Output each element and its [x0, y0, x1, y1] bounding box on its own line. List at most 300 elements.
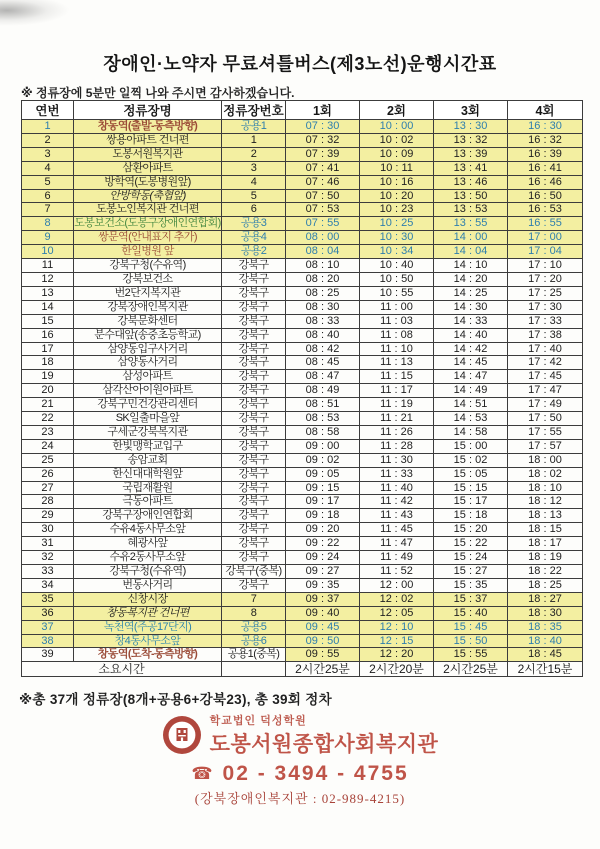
time-cell: 18 : 27: [508, 592, 583, 606]
stop-name-cell: 삼환아파트: [74, 161, 222, 175]
stop-name-cell: 쌍용아파트 건너편: [74, 133, 222, 147]
time-cell: 18 : 02: [508, 467, 583, 481]
time-cell: 10 : 02: [360, 133, 434, 147]
time-cell: 15 : 00: [434, 439, 508, 453]
header-row: [22, 101, 583, 120]
table-row: [22, 120, 583, 134]
stop-number-cell: 공용3: [222, 217, 286, 231]
row-number-cell: 38: [22, 634, 74, 648]
stop-number-cell: 강북구: [222, 286, 286, 300]
time-cell: 11 : 10: [360, 342, 434, 356]
stop-name-cell: 삼양동입구사거리: [74, 342, 222, 356]
table-row: [22, 272, 583, 286]
stop-number-cell: 강북구: [222, 467, 286, 481]
row-number-cell: 20: [22, 384, 74, 398]
table-row: [22, 592, 583, 606]
stop-number-cell: 강북구: [222, 537, 286, 551]
time-cell: 07 : 39: [286, 147, 360, 161]
time-cell: 15 : 40: [434, 606, 508, 620]
table-row: [22, 551, 583, 565]
row-number-cell: 11: [22, 259, 74, 273]
time-cell: 14 : 42: [434, 342, 508, 356]
time-cell: 17 : 49: [508, 398, 583, 412]
time-cell: 09 : 20: [286, 523, 360, 537]
stop-name-cell: 강북장애인복지관: [74, 300, 222, 314]
time-cell: 14 : 33: [434, 314, 508, 328]
time-cell: 15 : 05: [434, 467, 508, 481]
time-cell: 12 : 20: [360, 648, 434, 662]
time-cell: 17 : 10: [508, 259, 583, 273]
time-cell: 16 : 30: [508, 120, 583, 134]
row-number-cell: 30: [22, 523, 74, 537]
time-cell: 11 : 13: [360, 356, 434, 370]
time-cell: 17 : 55: [508, 425, 583, 439]
time-cell: 11 : 40: [360, 481, 434, 495]
time-cell: 10 : 16: [360, 175, 434, 189]
time-cell: 11 : 52: [360, 565, 434, 579]
row-number-cell: 18: [22, 356, 74, 370]
time-cell: 18 : 35: [508, 620, 583, 634]
time-cell: 13 : 50: [434, 189, 508, 203]
time-cell: 10 : 23: [360, 203, 434, 217]
time-cell: 10 : 55: [360, 286, 434, 300]
row-number-cell: 14: [22, 300, 74, 314]
time-cell: 07 : 32: [286, 133, 360, 147]
row-number-cell: 9: [22, 231, 74, 245]
time-cell: 17 : 42: [508, 356, 583, 370]
table-row: [22, 398, 583, 412]
stop-name-cell: 수유2동사무소앞: [74, 551, 222, 565]
stop-number-cell: 강북구: [222, 272, 286, 286]
stop-number-cell: 강북구: [222, 259, 286, 273]
time-cell: 09 : 02: [286, 453, 360, 467]
time-cell: 15 : 20: [434, 523, 508, 537]
time-cell: 11 : 26: [360, 425, 434, 439]
column-header: 연번: [22, 101, 74, 120]
row-number-cell: 33: [22, 565, 74, 579]
time-cell: 13 : 39: [434, 147, 508, 161]
column-header: 1회: [286, 101, 360, 120]
duration-row: [22, 662, 583, 677]
time-cell: 11 : 30: [360, 453, 434, 467]
time-cell: 18 : 40: [508, 634, 583, 648]
time-cell: 14 : 49: [434, 384, 508, 398]
time-cell: 09 : 35: [286, 578, 360, 592]
time-cell: 15 : 35: [434, 578, 508, 592]
stop-number-cell: 공용1(중복): [222, 648, 286, 662]
table-row: [22, 425, 583, 439]
time-cell: 13 : 55: [434, 217, 508, 231]
time-cell: 15 : 15: [434, 481, 508, 495]
table-row: [22, 412, 583, 426]
time-cell: 09 : 45: [286, 620, 360, 634]
table-row: [22, 314, 583, 328]
stop-number-cell: 강북구: [222, 481, 286, 495]
time-cell: 07 : 50: [286, 189, 360, 203]
secondary-phone: (강북장애인복지관 : 02-989-4215): [194, 791, 406, 806]
page-title: 장애인·노약자 무료셔틀버스(제3노선)운행시간표: [103, 54, 497, 74]
stop-name-cell: 번2단지복지관: [74, 286, 222, 300]
shuttle-timetable: [21, 100, 583, 677]
time-cell: 09 : 50: [286, 634, 360, 648]
table-row: [22, 328, 583, 342]
time-cell: 17 : 00: [508, 231, 583, 245]
time-cell: 08 : 42: [286, 342, 360, 356]
time-cell: 14 : 20: [434, 272, 508, 286]
stop-count-summary: ※총 37개 정류장(8개+공용6+강북23), 총 39회 정차: [19, 692, 332, 707]
time-cell: 12 : 02: [360, 592, 434, 606]
stop-name-cell: 방학역(도봉병원앞): [74, 175, 222, 189]
table-row: [22, 439, 583, 453]
time-cell: 11 : 42: [360, 495, 434, 509]
stop-name-cell: 번동사거리: [74, 578, 222, 592]
table-row: [22, 370, 583, 384]
time-cell: 17 : 50: [508, 412, 583, 426]
time-cell: 11 : 08: [360, 328, 434, 342]
early-arrival-note: ※ 정류장에 5분만 일찍 나와 주시면 감사하겠습니다.: [21, 86, 295, 100]
time-cell: 17 : 45: [508, 370, 583, 384]
time-cell: 16 : 32: [508, 133, 583, 147]
stop-name-cell: 구세군강북복지관: [74, 425, 222, 439]
timetable-header: [22, 101, 583, 120]
column-header: 4회: [508, 101, 583, 120]
timetable-footer: [22, 662, 583, 677]
time-cell: 07 : 41: [286, 161, 360, 175]
table-row: [22, 481, 583, 495]
row-number-cell: 36: [22, 606, 74, 620]
table-row: [22, 259, 583, 273]
duration-empty-cell: [222, 662, 286, 677]
row-number-cell: 39: [22, 648, 74, 662]
row-number-cell: 29: [22, 509, 74, 523]
table-row: [22, 578, 583, 592]
time-cell: 15 : 02: [434, 453, 508, 467]
stop-number-cell: 강북구: [222, 425, 286, 439]
row-number-cell: 34: [22, 578, 74, 592]
stop-name-cell: 국립재활원: [74, 481, 222, 495]
time-cell: 15 : 17: [434, 495, 508, 509]
column-header: 정류장명: [74, 101, 222, 120]
table-row: [22, 648, 583, 662]
stop-number-cell: 공용2: [222, 245, 286, 259]
time-cell: 18 : 12: [508, 495, 583, 509]
time-cell: 08 : 04: [286, 245, 360, 259]
stop-number-cell: 강북구: [222, 495, 286, 509]
time-cell: 11 : 15: [360, 370, 434, 384]
time-cell: 17 : 20: [508, 272, 583, 286]
organization-block: [0, 712, 600, 807]
table-row: [22, 537, 583, 551]
stop-number-cell: 5: [222, 189, 286, 203]
time-cell: 13 : 46: [434, 175, 508, 189]
row-number-cell: 13: [22, 286, 74, 300]
row-number-cell: 2: [22, 133, 74, 147]
time-cell: 09 : 05: [286, 467, 360, 481]
table-row: [22, 495, 583, 509]
time-cell: 18 : 13: [508, 509, 583, 523]
time-cell: 09 : 15: [286, 481, 360, 495]
stop-name-cell: 강북문화센터: [74, 314, 222, 328]
table-row: [22, 634, 583, 648]
stop-name-cell: 도봉노인복지관 건너편: [74, 203, 222, 217]
time-cell: 07 : 30: [286, 120, 360, 134]
time-cell: 08 : 20: [286, 272, 360, 286]
duration-value-cell: 2시간25분: [434, 662, 508, 677]
time-cell: 10 : 40: [360, 259, 434, 273]
time-cell: 09 : 17: [286, 495, 360, 509]
stop-name-cell: 삼성아파트: [74, 370, 222, 384]
table-row: [22, 356, 583, 370]
row-number-cell: 23: [22, 425, 74, 439]
time-cell: 09 : 40: [286, 606, 360, 620]
time-cell: 11 : 47: [360, 537, 434, 551]
stop-number-cell: 공용4: [222, 231, 286, 245]
time-cell: 10 : 30: [360, 231, 434, 245]
table-row: [22, 286, 583, 300]
time-cell: 09 : 18: [286, 509, 360, 523]
time-cell: 10 : 34: [360, 245, 434, 259]
row-number-cell: 6: [22, 189, 74, 203]
duration-value-cell: 2시간25분: [286, 662, 360, 677]
table-row: [22, 189, 583, 203]
stop-name-cell: 강북보건소: [74, 272, 222, 286]
time-cell: 08 : 33: [286, 314, 360, 328]
time-cell: 13 : 53: [434, 203, 508, 217]
table-row: [22, 384, 583, 398]
time-cell: 11 : 17: [360, 384, 434, 398]
table-row: [22, 231, 583, 245]
time-cell: 08 : 58: [286, 425, 360, 439]
stop-number-cell: 강북구: [222, 578, 286, 592]
table-row: [22, 509, 583, 523]
time-cell: 15 : 18: [434, 509, 508, 523]
time-cell: 15 : 22: [434, 537, 508, 551]
stop-number-cell: 강북구: [222, 439, 286, 453]
duration-value-cell: 2시간15분: [508, 662, 583, 677]
time-cell: 16 : 53: [508, 203, 583, 217]
time-cell: 18 : 10: [508, 481, 583, 495]
time-cell: 14 : 04: [434, 245, 508, 259]
phone-number: 02 - 3494 - 4755: [222, 762, 409, 785]
time-cell: 14 : 51: [434, 398, 508, 412]
stop-name-cell: 창4동사무소앞: [74, 634, 222, 648]
time-cell: 16 : 50: [508, 189, 583, 203]
time-cell: 08 : 40: [286, 328, 360, 342]
time-cell: 18 : 25: [508, 578, 583, 592]
stop-number-cell: 강북구: [222, 384, 286, 398]
row-number-cell: 27: [22, 481, 74, 495]
time-cell: 11 : 43: [360, 509, 434, 523]
time-cell: 11 : 00: [360, 300, 434, 314]
time-cell: 18 : 17: [508, 537, 583, 551]
time-cell: 15 : 45: [434, 620, 508, 634]
stop-name-cell: 신창시장: [74, 592, 222, 606]
stop-number-cell: 공용6: [222, 634, 286, 648]
row-number-cell: 32: [22, 551, 74, 565]
time-cell: 15 : 55: [434, 648, 508, 662]
row-number-cell: 8: [22, 217, 74, 231]
time-cell: 17 : 25: [508, 286, 583, 300]
time-cell: 12 : 05: [360, 606, 434, 620]
stop-number-cell: 강북구: [222, 370, 286, 384]
time-cell: 10 : 00: [360, 120, 434, 134]
time-cell: 14 : 25: [434, 286, 508, 300]
table-row: [22, 300, 583, 314]
stop-name-cell: 안방학동(축협앞): [74, 189, 222, 203]
stop-name-cell: 창동복지관 건너편: [74, 606, 222, 620]
time-cell: 17 : 57: [508, 439, 583, 453]
school-seal-icon: [162, 715, 202, 755]
time-cell: 14 : 10: [434, 259, 508, 273]
stop-name-cell: 강북구청(수유역): [74, 259, 222, 273]
stop-name-cell: 삼양동사거리: [74, 356, 222, 370]
stop-name-cell: 수유4동사무소앞: [74, 523, 222, 537]
stop-name-cell: 한빛맹학교입구: [74, 439, 222, 453]
stop-number-cell: 강북구: [222, 356, 286, 370]
time-cell: 11 : 49: [360, 551, 434, 565]
row-number-cell: 3: [22, 147, 74, 161]
table-row: [22, 467, 583, 481]
time-cell: 09 : 55: [286, 648, 360, 662]
table-row: [22, 453, 583, 467]
row-number-cell: 12: [22, 272, 74, 286]
row-number-cell: 26: [22, 467, 74, 481]
phone-icon: ☎: [191, 764, 215, 783]
stop-number-cell: 강북구: [222, 300, 286, 314]
time-cell: 18 : 15: [508, 523, 583, 537]
time-cell: 09 : 00: [286, 439, 360, 453]
table-row: [22, 147, 583, 161]
stop-name-cell: 한일병원 앞: [74, 245, 222, 259]
row-number-cell: 25: [22, 453, 74, 467]
time-cell: 09 : 27: [286, 565, 360, 579]
time-cell: 10 : 20: [360, 189, 434, 203]
time-cell: 07 : 46: [286, 175, 360, 189]
time-cell: 13 : 41: [434, 161, 508, 175]
time-cell: 08 : 30: [286, 300, 360, 314]
time-cell: 11 : 33: [360, 467, 434, 481]
stop-number-cell: 7: [222, 592, 286, 606]
time-cell: 14 : 40: [434, 328, 508, 342]
time-cell: 10 : 50: [360, 272, 434, 286]
time-cell: 14 : 00: [434, 231, 508, 245]
stop-name-cell: 한신대대학원앞: [74, 467, 222, 481]
stop-name-cell: 극동아파트: [74, 495, 222, 509]
time-cell: 07 : 55: [286, 217, 360, 231]
row-number-cell: 17: [22, 342, 74, 356]
table-row: [22, 565, 583, 579]
time-cell: 15 : 27: [434, 565, 508, 579]
time-cell: 08 : 53: [286, 412, 360, 426]
time-cell: 09 : 37: [286, 592, 360, 606]
stop-number-cell: 4: [222, 175, 286, 189]
table-row: [22, 523, 583, 537]
time-cell: 15 : 24: [434, 551, 508, 565]
stop-number-cell: 공용1: [222, 120, 286, 134]
stop-number-cell: 강북구: [222, 453, 286, 467]
time-cell: 14 : 58: [434, 425, 508, 439]
time-cell: 17 : 33: [508, 314, 583, 328]
time-cell: 08 : 25: [286, 286, 360, 300]
stop-number-cell: 강북구: [222, 314, 286, 328]
row-number-cell: 10: [22, 245, 74, 259]
time-cell: 17 : 38: [508, 328, 583, 342]
time-cell: 08 : 00: [286, 231, 360, 245]
time-cell: 18 : 19: [508, 551, 583, 565]
time-cell: 11 : 19: [360, 398, 434, 412]
time-cell: 08 : 45: [286, 356, 360, 370]
time-cell: 11 : 45: [360, 523, 434, 537]
stop-number-cell: 8: [222, 606, 286, 620]
row-number-cell: 1: [22, 120, 74, 134]
stop-name-cell: 혜광사앞: [74, 537, 222, 551]
time-cell: 08 : 51: [286, 398, 360, 412]
stop-number-cell: 1: [222, 133, 286, 147]
stop-name-cell: 녹천역(주공17단지): [74, 620, 222, 634]
time-cell: 12 : 10: [360, 620, 434, 634]
stop-name-cell: 강북구장애인연합회: [74, 509, 222, 523]
row-number-cell: 4: [22, 161, 74, 175]
duration-label-cell: 소요시간: [22, 662, 222, 677]
stop-number-cell: 강북구: [222, 328, 286, 342]
column-header: 정류장번호: [222, 101, 286, 120]
stop-name-cell: 송암교회: [74, 453, 222, 467]
stop-number-cell: 강북구: [222, 412, 286, 426]
stop-number-cell: 6: [222, 203, 286, 217]
time-cell: 14 : 45: [434, 356, 508, 370]
time-cell: 15 : 50: [434, 634, 508, 648]
time-cell: 11 : 21: [360, 412, 434, 426]
stop-name-cell: 쌍문역(안내표지 추가): [74, 231, 222, 245]
row-number-cell: 16: [22, 328, 74, 342]
row-number-cell: 28: [22, 495, 74, 509]
table-row: [22, 245, 583, 259]
time-cell: 18 : 30: [508, 606, 583, 620]
table-row: [22, 203, 583, 217]
table-row: [22, 217, 583, 231]
timetable-body: [22, 120, 583, 662]
table-row: [22, 342, 583, 356]
stop-number-cell: 3: [222, 161, 286, 175]
time-cell: 10 : 09: [360, 147, 434, 161]
stop-name-cell: 창동역(도착-동측방향): [74, 648, 222, 662]
stop-number-cell: 강북구: [222, 342, 286, 356]
table-row: [22, 161, 583, 175]
stop-name-cell: 도봉서원복지관: [74, 147, 222, 161]
stop-number-cell: 강북구: [222, 523, 286, 537]
column-header: 2회: [360, 101, 434, 120]
time-cell: 14 : 53: [434, 412, 508, 426]
stop-name-cell: 창동역(출발-동측방향): [74, 120, 222, 134]
table-row: [22, 133, 583, 147]
time-cell: 13 : 32: [434, 133, 508, 147]
time-cell: 11 : 03: [360, 314, 434, 328]
stop-name-cell: 도봉보건소(도봉구장애인연합회): [74, 217, 221, 230]
stop-number-cell: 강북구: [222, 398, 286, 412]
row-number-cell: 19: [22, 370, 74, 384]
table-row: [22, 175, 583, 189]
row-number-cell: 31: [22, 537, 74, 551]
time-cell: 16 : 46: [508, 175, 583, 189]
phone-line: [191, 762, 408, 786]
time-cell: 09 : 24: [286, 551, 360, 565]
time-cell: 14 : 30: [434, 300, 508, 314]
scan-smudge: [0, 0, 70, 26]
stop-number-cell: 강북구: [222, 551, 286, 565]
time-cell: 18 : 22: [508, 565, 583, 579]
duration-value-cell: 2시간20분: [360, 662, 434, 677]
stop-number-cell: 공용5: [222, 620, 286, 634]
